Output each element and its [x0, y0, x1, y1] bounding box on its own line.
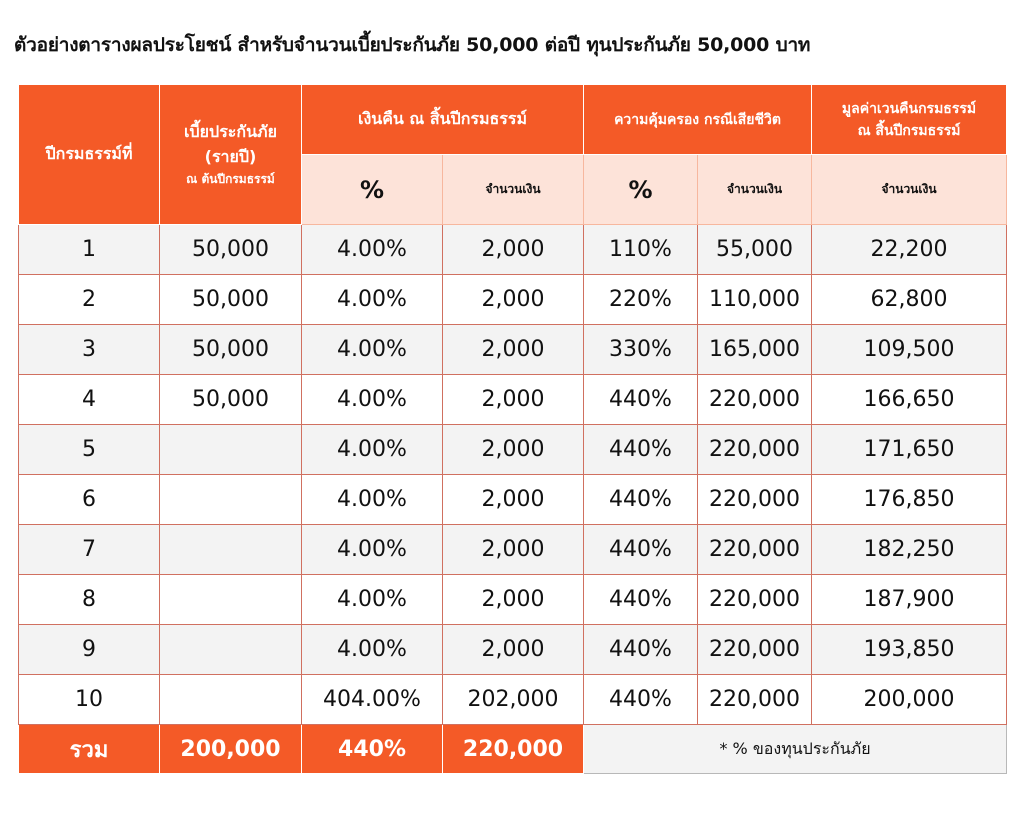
header-premium-line3: ณ ต้นปีกรมธรรม์	[186, 172, 275, 186]
cell-surrender-value: 176,850	[812, 475, 1007, 525]
cell-death-pct: 440%	[584, 525, 698, 575]
cell-cashback-pct: 4.00%	[302, 225, 443, 275]
cell-year: 3	[19, 325, 160, 375]
header-cash-value-line1: มูลค่าเวนคืนกรมธรรม์	[841, 100, 977, 117]
cell-cashback-pct: 4.00%	[302, 625, 443, 675]
table-row	[19, 475, 1007, 525]
cell-cashback-pct: 4.00%	[302, 575, 443, 625]
cell-cashback-pct: 4.00%	[302, 425, 443, 475]
cell-death-amount: 220,000	[698, 375, 812, 425]
benefit-table	[18, 84, 1007, 774]
table-row	[19, 625, 1007, 675]
table-row	[19, 525, 1007, 575]
cell-year: 8	[19, 575, 160, 625]
subheader-death-amount: จำนวนเงิน	[698, 155, 812, 225]
cell-cashback-pct: 4.00%	[302, 375, 443, 425]
table-row	[19, 425, 1007, 475]
cell-year: 9	[19, 625, 160, 675]
subheader-cashback-pct: %	[302, 155, 443, 225]
cell-surrender-value: 62,800	[812, 275, 1007, 325]
cell-cashback-amount: 2,000	[443, 375, 584, 425]
cell-death-pct: 110%	[584, 225, 698, 275]
header-policy-year: ปีกรมธรรม์ที่	[19, 85, 160, 225]
cell-cashback-amount: 202,000	[443, 675, 584, 725]
cell-death-amount: 220,000	[698, 625, 812, 675]
table-row	[19, 575, 1007, 625]
header-premium-line1: เบี้ยประกันภัย	[184, 122, 277, 141]
cell-death-amount: 165,000	[698, 325, 812, 375]
cell-premium	[160, 575, 302, 625]
cell-premium: 50,000	[160, 375, 302, 425]
cell-premium	[160, 525, 302, 575]
cell-cashback-amount: 2,000	[443, 325, 584, 375]
cell-year: 4	[19, 375, 160, 425]
cell-death-pct: 440%	[584, 375, 698, 425]
cell-death-amount: 220,000	[698, 675, 812, 725]
cell-death-pct: 440%	[584, 625, 698, 675]
subheader-cash-value-amount: จำนวนเงิน	[812, 155, 1007, 225]
cell-death-amount: 110,000	[698, 275, 812, 325]
cell-premium: 50,000	[160, 325, 302, 375]
cell-surrender-value: 182,250	[812, 525, 1007, 575]
cell-cashback-amount: 2,000	[443, 225, 584, 275]
cell-death-pct: 440%	[584, 475, 698, 525]
cell-premium	[160, 425, 302, 475]
cell-surrender-value: 109,500	[812, 325, 1007, 375]
cell-surrender-value: 187,900	[812, 575, 1007, 625]
cell-cashback-amount: 2,000	[443, 575, 584, 625]
header-cash-value-line2: ณ สิ้นปีกรมธรรม์	[857, 122, 961, 139]
table-row	[19, 225, 1007, 275]
cell-death-amount: 220,000	[698, 475, 812, 525]
table-row	[19, 325, 1007, 375]
cell-cashback-amount: 2,000	[443, 275, 584, 325]
total-cashback-pct: 440%	[302, 725, 443, 774]
cell-cashback-amount: 2,000	[443, 425, 584, 475]
cell-cashback-pct: 4.00%	[302, 475, 443, 525]
cell-surrender-value: 171,650	[812, 425, 1007, 475]
table-row	[19, 275, 1007, 325]
cell-surrender-value: 22,200	[812, 225, 1007, 275]
cell-premium: 50,000	[160, 275, 302, 325]
header-premium-line2: (รายปี)	[204, 147, 257, 166]
cell-death-pct: 220%	[584, 275, 698, 325]
cell-cashback-amount: 2,000	[443, 625, 584, 675]
cell-surrender-value: 166,650	[812, 375, 1007, 425]
total-cashback-amount: 220,000	[443, 725, 584, 774]
footnote: * % ของทุนประกันภัย	[584, 725, 1007, 774]
cell-death-pct: 440%	[584, 575, 698, 625]
cell-death-pct: 440%	[584, 425, 698, 475]
cell-year: 2	[19, 275, 160, 325]
cell-death-amount: 220,000	[698, 575, 812, 625]
subheader-cashback-amount: จำนวนเงิน	[443, 155, 584, 225]
header-cash-value	[812, 85, 1007, 155]
header-premium	[160, 85, 302, 225]
cell-premium	[160, 675, 302, 725]
cell-year: 5	[19, 425, 160, 475]
cell-surrender-value: 200,000	[812, 675, 1007, 725]
cell-cashback-pct: 404.00%	[302, 675, 443, 725]
table-row	[19, 375, 1007, 425]
cell-cashback-pct: 4.00%	[302, 325, 443, 375]
cell-cashback-pct: 4.00%	[302, 525, 443, 575]
cell-year: 10	[19, 675, 160, 725]
header-death-coverage: ความคุ้มครอง กรณีเสียชีวิต	[584, 85, 812, 155]
total-premium: 200,000	[160, 725, 302, 774]
cell-death-pct: 440%	[584, 675, 698, 725]
table-row	[19, 675, 1007, 725]
subheader-death-pct: %	[584, 155, 698, 225]
total-label: รวม	[19, 725, 160, 774]
cell-death-amount: 220,000	[698, 425, 812, 475]
cell-year: 6	[19, 475, 160, 525]
cell-premium	[160, 475, 302, 525]
cell-cashback-pct: 4.00%	[302, 275, 443, 325]
page-title: ตัวอย่างตารางผลประโยชน์ สำหรับจำนวนเบี้ยประกันภัย 50,000 ต่อปี ทุนประกันภัย 50,000 บาท	[14, 34, 811, 56]
cell-cashback-amount: 2,000	[443, 525, 584, 575]
cell-surrender-value: 193,850	[812, 625, 1007, 675]
cell-death-amount: 55,000	[698, 225, 812, 275]
cell-premium: 50,000	[160, 225, 302, 275]
total-row	[19, 725, 1007, 774]
cell-year: 1	[19, 225, 160, 275]
header-cashback: เงินคืน ณ สิ้นปีกรมธรรม์	[302, 85, 584, 155]
cell-death-amount: 220,000	[698, 525, 812, 575]
cell-death-pct: 330%	[584, 325, 698, 375]
cell-cashback-amount: 2,000	[443, 475, 584, 525]
cell-year: 7	[19, 525, 160, 575]
cell-premium	[160, 625, 302, 675]
